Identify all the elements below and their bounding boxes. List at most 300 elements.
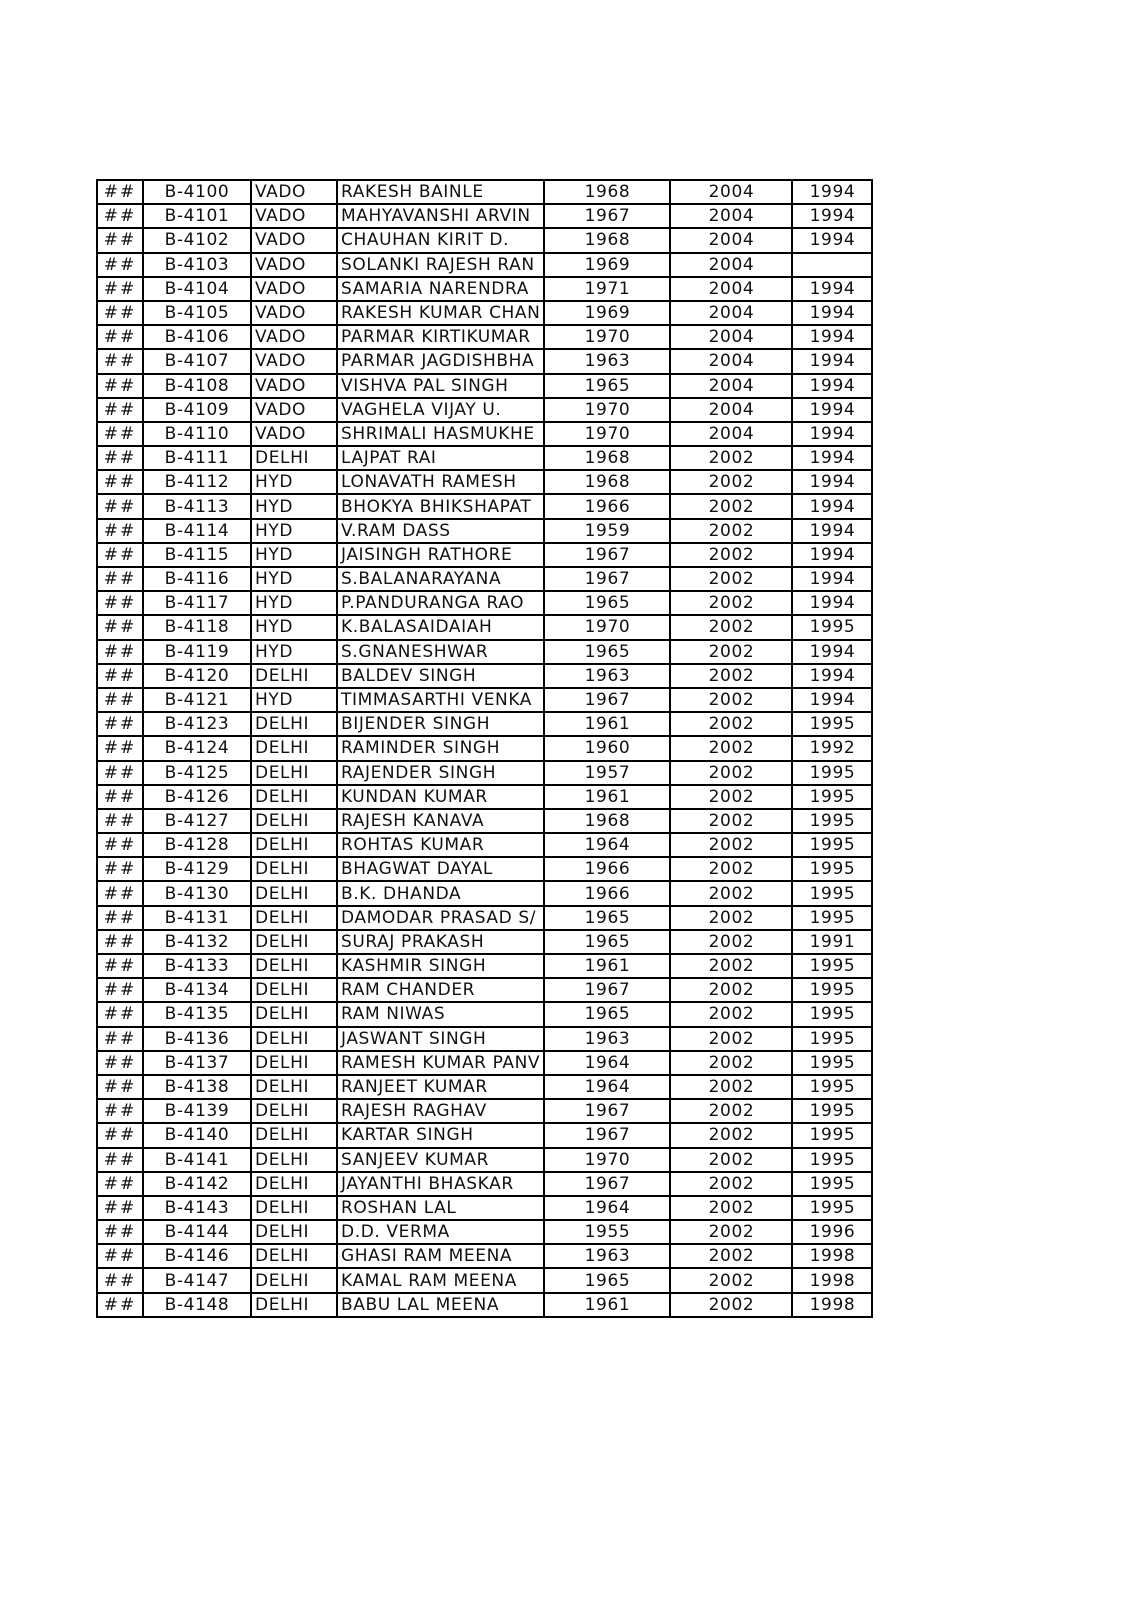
year-2-cell: 2002 [670, 1196, 792, 1220]
row-marker-cell: ## [97, 446, 143, 470]
year-3-cell: 1995 [792, 1099, 872, 1123]
row-marker-cell: ## [97, 881, 143, 905]
year-3-cell: 1995 [792, 954, 872, 978]
table-row [97, 494, 872, 518]
name-cell: RAKESH KUMAR CHAN [337, 301, 544, 325]
year-2-cell: 2002 [670, 1051, 792, 1075]
name-cell: DAMODAR PRASAD S/ [337, 906, 544, 930]
name-cell: VISHVA PAL SINGH [337, 374, 544, 398]
year-2-cell: 2002 [670, 712, 792, 736]
table-row [97, 591, 872, 615]
row-marker-cell: ## [97, 543, 143, 567]
year-1-cell: 1963 [544, 1027, 670, 1051]
year-2-cell: 2002 [670, 1123, 792, 1147]
table-row [97, 930, 872, 954]
year-2-cell: 2002 [670, 446, 792, 470]
code-cell: B-4105 [143, 301, 251, 325]
name-cell: JASWANT SINGH [337, 1027, 544, 1051]
row-marker-cell: ## [97, 228, 143, 252]
name-cell: KASHMIR SINGH [337, 954, 544, 978]
row-marker-cell: ## [97, 954, 143, 978]
table-row [97, 1196, 872, 1220]
row-marker-cell: ## [97, 712, 143, 736]
code-cell: B-4113 [143, 494, 251, 518]
year-2-cell: 2002 [670, 543, 792, 567]
year-1-cell: 1967 [544, 204, 670, 228]
table-row [97, 1051, 872, 1075]
location-cell: DELHI [251, 1099, 337, 1123]
location-cell: DELHI [251, 1293, 337, 1317]
table-row [97, 833, 872, 857]
year-1-cell: 1961 [544, 954, 670, 978]
year-2-cell: 2002 [670, 1148, 792, 1172]
year-2-cell: 2002 [670, 761, 792, 785]
year-1-cell: 1965 [544, 1002, 670, 1026]
name-cell: KUNDAN KUMAR [337, 785, 544, 809]
name-cell: JAYANTHI BHASKAR [337, 1172, 544, 1196]
location-cell: HYD [251, 494, 337, 518]
code-cell: B-4101 [143, 204, 251, 228]
row-marker-cell: ## [97, 325, 143, 349]
year-1-cell: 1968 [544, 446, 670, 470]
row-marker-cell: ## [97, 1123, 143, 1147]
year-1-cell: 1965 [544, 640, 670, 664]
row-marker-cell: ## [97, 930, 143, 954]
row-marker-cell: ## [97, 567, 143, 591]
code-cell: B-4132 [143, 930, 251, 954]
year-3-cell: 1994 [792, 398, 872, 422]
table-row [97, 857, 872, 881]
table-row [97, 301, 872, 325]
table-row [97, 228, 872, 252]
code-cell: B-4139 [143, 1099, 251, 1123]
code-cell: B-4144 [143, 1220, 251, 1244]
year-3-cell [792, 253, 872, 277]
location-cell: DELHI [251, 664, 337, 688]
location-cell: DELHI [251, 978, 337, 1002]
table-row [97, 1075, 872, 1099]
year-3-cell: 1994 [792, 664, 872, 688]
code-cell: B-4126 [143, 785, 251, 809]
row-marker-cell: ## [97, 1027, 143, 1051]
name-cell: RAM CHANDER [337, 978, 544, 1002]
year-2-cell: 2004 [670, 277, 792, 301]
year-1-cell: 1965 [544, 374, 670, 398]
location-cell: HYD [251, 640, 337, 664]
name-cell: JAISINGH RATHORE [337, 543, 544, 567]
code-cell: B-4102 [143, 228, 251, 252]
name-cell: SHRIMALI HASMUKHE [337, 422, 544, 446]
year-1-cell: 1960 [544, 736, 670, 760]
code-cell: B-4110 [143, 422, 251, 446]
year-2-cell: 2002 [670, 1172, 792, 1196]
year-3-cell: 1995 [792, 785, 872, 809]
row-marker-cell: ## [97, 1075, 143, 1099]
code-cell: B-4121 [143, 688, 251, 712]
year-2-cell: 2002 [670, 688, 792, 712]
table-row [97, 567, 872, 591]
location-cell: DELHI [251, 881, 337, 905]
name-cell: V.RAM DASS [337, 519, 544, 543]
location-cell: VADO [251, 228, 337, 252]
code-cell: B-4112 [143, 470, 251, 494]
year-3-cell: 1995 [792, 1148, 872, 1172]
location-cell: DELHI [251, 1123, 337, 1147]
row-marker-cell: ## [97, 978, 143, 1002]
year-2-cell: 2002 [670, 736, 792, 760]
table-row [97, 1148, 872, 1172]
row-marker-cell: ## [97, 640, 143, 664]
location-cell: VADO [251, 422, 337, 446]
year-3-cell: 1994 [792, 349, 872, 373]
year-3-cell: 1998 [792, 1268, 872, 1292]
code-cell: B-4107 [143, 349, 251, 373]
location-cell: HYD [251, 567, 337, 591]
year-1-cell: 1965 [544, 591, 670, 615]
location-cell: DELHI [251, 906, 337, 930]
year-2-cell: 2004 [670, 349, 792, 373]
code-cell: B-4104 [143, 277, 251, 301]
year-3-cell: 1995 [792, 1027, 872, 1051]
year-3-cell: 1994 [792, 374, 872, 398]
name-cell: BHOKYA BHIKSHAPAT [337, 494, 544, 518]
table-row [97, 398, 872, 422]
year-3-cell: 1995 [792, 1172, 872, 1196]
row-marker-cell: ## [97, 761, 143, 785]
year-1-cell: 1965 [544, 906, 670, 930]
year-2-cell: 2002 [670, 615, 792, 639]
year-1-cell: 1964 [544, 1051, 670, 1075]
year-1-cell: 1959 [544, 519, 670, 543]
code-cell: B-4100 [143, 180, 251, 204]
name-cell: RAJENDER SINGH [337, 761, 544, 785]
code-cell: B-4129 [143, 857, 251, 881]
row-marker-cell: ## [97, 301, 143, 325]
location-cell: DELHI [251, 736, 337, 760]
year-1-cell: 1970 [544, 325, 670, 349]
table-row [97, 204, 872, 228]
row-marker-cell: ## [97, 785, 143, 809]
year-1-cell: 1970 [544, 1148, 670, 1172]
row-marker-cell: ## [97, 253, 143, 277]
table-row [97, 1002, 872, 1026]
row-marker-cell: ## [97, 664, 143, 688]
location-cell: HYD [251, 543, 337, 567]
location-cell: DELHI [251, 857, 337, 881]
location-cell: VADO [251, 349, 337, 373]
name-cell: RAJESH KANAVA [337, 809, 544, 833]
year-3-cell: 1994 [792, 688, 872, 712]
table-row [97, 712, 872, 736]
name-cell: RAKESH BAINLE [337, 180, 544, 204]
code-cell: B-4108 [143, 374, 251, 398]
row-marker-cell: ## [97, 1244, 143, 1268]
location-cell: VADO [251, 277, 337, 301]
year-3-cell: 1994 [792, 470, 872, 494]
row-marker-cell: ## [97, 1293, 143, 1317]
year-2-cell: 2002 [670, 833, 792, 857]
table-row [97, 809, 872, 833]
name-cell: RAM NIWAS [337, 1002, 544, 1026]
name-cell: CHAUHAN KIRIT D. [337, 228, 544, 252]
code-cell: B-4115 [143, 543, 251, 567]
year-3-cell: 1992 [792, 736, 872, 760]
row-marker-cell: ## [97, 1002, 143, 1026]
row-marker-cell: ## [97, 906, 143, 930]
year-1-cell: 1965 [544, 930, 670, 954]
year-3-cell: 1994 [792, 204, 872, 228]
year-1-cell: 1964 [544, 833, 670, 857]
table-row [97, 1293, 872, 1317]
year-2-cell: 2002 [670, 519, 792, 543]
year-3-cell: 1994 [792, 301, 872, 325]
name-cell: RAMESH KUMAR PANV [337, 1051, 544, 1075]
code-cell: B-4120 [143, 664, 251, 688]
year-2-cell: 2002 [670, 1002, 792, 1026]
year-2-cell: 2004 [670, 374, 792, 398]
row-marker-cell: ## [97, 204, 143, 228]
row-marker-cell: ## [97, 1172, 143, 1196]
location-cell: DELHI [251, 1148, 337, 1172]
row-marker-cell: ## [97, 591, 143, 615]
row-marker-cell: ## [97, 470, 143, 494]
year-3-cell: 1994 [792, 228, 872, 252]
year-1-cell: 1971 [544, 277, 670, 301]
table-row [97, 1027, 872, 1051]
year-1-cell: 1967 [544, 978, 670, 1002]
year-1-cell: 1961 [544, 1293, 670, 1317]
code-cell: B-4125 [143, 761, 251, 785]
name-cell: LONAVATH RAMESH [337, 470, 544, 494]
table-row [97, 736, 872, 760]
year-3-cell: 1994 [792, 591, 872, 615]
table-row [97, 761, 872, 785]
year-3-cell: 1995 [792, 761, 872, 785]
row-marker-cell: ## [97, 1099, 143, 1123]
year-2-cell: 2002 [670, 1075, 792, 1099]
name-cell: D.D. VERMA [337, 1220, 544, 1244]
table-row [97, 978, 872, 1002]
code-cell: B-4111 [143, 446, 251, 470]
location-cell: HYD [251, 470, 337, 494]
data-table [96, 179, 873, 1318]
table-row [97, 470, 872, 494]
year-2-cell: 2002 [670, 494, 792, 518]
year-3-cell: 1995 [792, 1075, 872, 1099]
code-cell: B-4119 [143, 640, 251, 664]
table-row [97, 1244, 872, 1268]
year-3-cell: 1994 [792, 543, 872, 567]
year-3-cell: 1995 [792, 906, 872, 930]
year-3-cell: 1995 [792, 1196, 872, 1220]
year-2-cell: 2002 [670, 567, 792, 591]
row-marker-cell: ## [97, 494, 143, 518]
year-2-cell: 2004 [670, 301, 792, 325]
row-marker-cell: ## [97, 809, 143, 833]
code-cell: B-4138 [143, 1075, 251, 1099]
table-row [97, 1220, 872, 1244]
row-marker-cell: ## [97, 277, 143, 301]
location-cell: DELHI [251, 785, 337, 809]
location-cell: DELHI [251, 930, 337, 954]
code-cell: B-4134 [143, 978, 251, 1002]
year-1-cell: 1961 [544, 712, 670, 736]
code-cell: B-4128 [143, 833, 251, 857]
location-cell: HYD [251, 615, 337, 639]
year-3-cell: 1995 [792, 615, 872, 639]
name-cell: GHASI RAM MEENA [337, 1244, 544, 1268]
name-cell: P.PANDURANGA RAO [337, 591, 544, 615]
year-2-cell: 2002 [670, 1220, 792, 1244]
name-cell: PARMAR KIRTIKUMAR [337, 325, 544, 349]
name-cell: RAMINDER SINGH [337, 736, 544, 760]
year-1-cell: 1961 [544, 785, 670, 809]
table-row [97, 785, 872, 809]
table-row [97, 1268, 872, 1292]
location-cell: HYD [251, 519, 337, 543]
year-2-cell: 2002 [670, 664, 792, 688]
table-row [97, 688, 872, 712]
location-cell: VADO [251, 325, 337, 349]
code-cell: B-4117 [143, 591, 251, 615]
year-2-cell: 2002 [670, 857, 792, 881]
location-cell: VADO [251, 253, 337, 277]
year-3-cell: 1994 [792, 180, 872, 204]
row-marker-cell: ## [97, 519, 143, 543]
year-2-cell: 2002 [670, 1099, 792, 1123]
year-2-cell: 2004 [670, 180, 792, 204]
code-cell: B-4147 [143, 1268, 251, 1292]
year-1-cell: 1967 [544, 1172, 670, 1196]
year-2-cell: 2002 [670, 954, 792, 978]
name-cell: BIJENDER SINGH [337, 712, 544, 736]
location-cell: DELHI [251, 1220, 337, 1244]
location-cell: DELHI [251, 761, 337, 785]
year-1-cell: 1965 [544, 1268, 670, 1292]
table-row [97, 180, 872, 204]
code-cell: B-4142 [143, 1172, 251, 1196]
code-cell: B-4118 [143, 615, 251, 639]
year-2-cell: 2004 [670, 422, 792, 446]
year-2-cell: 2002 [670, 881, 792, 905]
year-3-cell: 1994 [792, 640, 872, 664]
year-1-cell: 1970 [544, 398, 670, 422]
location-cell: VADO [251, 204, 337, 228]
year-2-cell: 2002 [670, 930, 792, 954]
code-cell: B-4127 [143, 809, 251, 833]
table-row [97, 543, 872, 567]
name-cell: TIMMASARTHI VENKA [337, 688, 544, 712]
table-row [97, 906, 872, 930]
name-cell: ROHTAS KUMAR [337, 833, 544, 857]
table-row [97, 954, 872, 978]
row-marker-cell: ## [97, 1051, 143, 1075]
table-row [97, 325, 872, 349]
code-cell: B-4137 [143, 1051, 251, 1075]
row-marker-cell: ## [97, 736, 143, 760]
row-marker-cell: ## [97, 422, 143, 446]
year-1-cell: 1957 [544, 761, 670, 785]
year-2-cell: 2002 [670, 809, 792, 833]
year-1-cell: 1968 [544, 180, 670, 204]
year-2-cell: 2004 [670, 228, 792, 252]
row-marker-cell: ## [97, 374, 143, 398]
year-1-cell: 1963 [544, 349, 670, 373]
name-cell: PARMAR JAGDISHBHA [337, 349, 544, 373]
code-cell: B-4124 [143, 736, 251, 760]
name-cell: KARTAR SINGH [337, 1123, 544, 1147]
year-3-cell: 1994 [792, 446, 872, 470]
code-cell: B-4140 [143, 1123, 251, 1147]
table-row [97, 615, 872, 639]
table-row [97, 446, 872, 470]
location-cell: DELHI [251, 1002, 337, 1026]
year-2-cell: 2004 [670, 398, 792, 422]
code-cell: B-4106 [143, 325, 251, 349]
year-3-cell: 1994 [792, 277, 872, 301]
table-row [97, 640, 872, 664]
row-marker-cell: ## [97, 349, 143, 373]
table-row [97, 881, 872, 905]
year-3-cell: 1995 [792, 809, 872, 833]
name-cell: B.K. DHANDA [337, 881, 544, 905]
year-1-cell: 1964 [544, 1075, 670, 1099]
year-1-cell: 1967 [544, 1099, 670, 1123]
code-cell: B-4133 [143, 954, 251, 978]
table-row [97, 422, 872, 446]
row-marker-cell: ## [97, 1220, 143, 1244]
year-3-cell: 1994 [792, 325, 872, 349]
name-cell: BALDEV SINGH [337, 664, 544, 688]
year-3-cell: 1996 [792, 1220, 872, 1244]
year-3-cell: 1994 [792, 422, 872, 446]
code-cell: B-4141 [143, 1148, 251, 1172]
location-cell: HYD [251, 688, 337, 712]
location-cell: DELHI [251, 1244, 337, 1268]
name-cell: SOLANKI RAJESH RAN [337, 253, 544, 277]
year-1-cell: 1966 [544, 857, 670, 881]
name-cell: LAJPAT RAI [337, 446, 544, 470]
table-row [97, 1172, 872, 1196]
location-cell: DELHI [251, 833, 337, 857]
table-row [97, 253, 872, 277]
year-3-cell: 1998 [792, 1293, 872, 1317]
row-marker-cell: ## [97, 1148, 143, 1172]
year-1-cell: 1967 [544, 688, 670, 712]
row-marker-cell: ## [97, 857, 143, 881]
name-cell: SAMARIA NARENDRA [337, 277, 544, 301]
name-cell: SURAJ PRAKASH [337, 930, 544, 954]
year-3-cell: 1995 [792, 1002, 872, 1026]
row-marker-cell: ## [97, 615, 143, 639]
location-cell: VADO [251, 301, 337, 325]
code-cell: B-4130 [143, 881, 251, 905]
year-2-cell: 2002 [670, 906, 792, 930]
code-cell: B-4135 [143, 1002, 251, 1026]
year-1-cell: 1964 [544, 1196, 670, 1220]
location-cell: DELHI [251, 446, 337, 470]
table-row [97, 349, 872, 373]
year-3-cell: 1995 [792, 1123, 872, 1147]
name-cell: MAHYAVANSHI ARVIN [337, 204, 544, 228]
year-2-cell: 2002 [670, 1293, 792, 1317]
code-cell: B-4123 [143, 712, 251, 736]
year-1-cell: 1963 [544, 1244, 670, 1268]
year-3-cell: 1991 [792, 930, 872, 954]
table-row [97, 1123, 872, 1147]
name-cell: BHAGWAT DAYAL [337, 857, 544, 881]
year-2-cell: 2004 [670, 325, 792, 349]
